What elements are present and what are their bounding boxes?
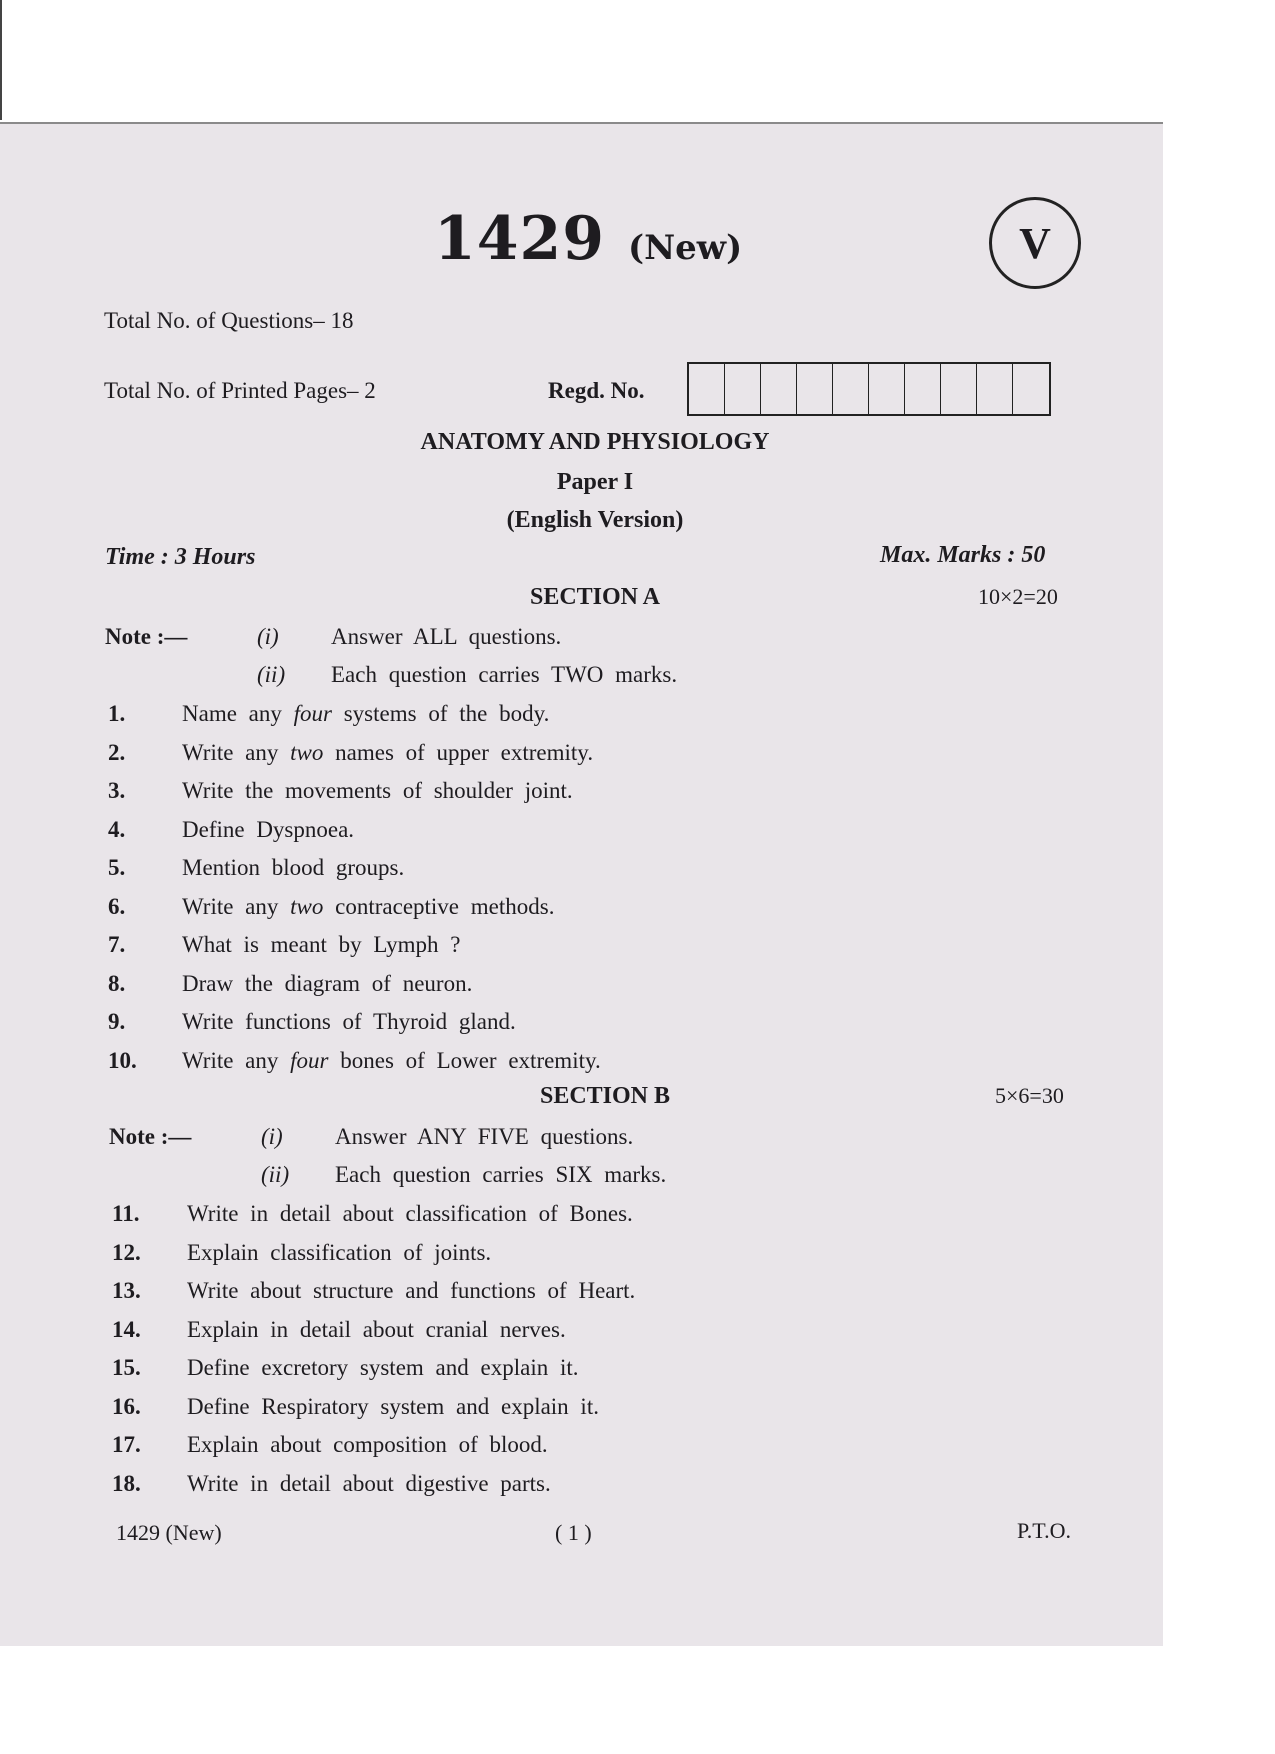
question-number: 14. <box>112 1317 141 1342</box>
regd-digit-box[interactable] <box>833 364 869 414</box>
language-version: (English Version) <box>506 507 684 533</box>
section-a-marks: 10×2=20 <box>978 584 1058 609</box>
section-a-note-num: (ii) <box>257 662 286 687</box>
exam-paper <box>0 122 1163 1646</box>
version-letter: V <box>1019 218 1051 268</box>
question-number: 4. <box>108 817 126 842</box>
question-text: Define Dyspnoea. <box>182 817 355 842</box>
footer-code: 1429 (New) <box>116 1520 222 1545</box>
question-number: 2. <box>108 740 126 765</box>
question-text: Define Respiratory system and explain it. <box>187 1394 599 1419</box>
question-text: Write in detail about digestive parts. <box>187 1471 551 1496</box>
question-number: 11. <box>112 1201 140 1226</box>
regd-digit-box[interactable] <box>869 364 905 414</box>
regd-digit-box[interactable] <box>761 364 797 414</box>
paper-title: Paper I <box>556 469 634 495</box>
regd-digit-box[interactable] <box>725 364 761 414</box>
section-b-note-text: Each question carries SIX marks. <box>335 1162 667 1187</box>
question-number: 16. <box>112 1394 141 1419</box>
section-b-note-label: Note :— <box>109 1124 192 1149</box>
regd-digit-box[interactable] <box>1013 364 1049 414</box>
regd-digit-box[interactable] <box>977 364 1013 414</box>
section-a-note-text: Each question carries TWO marks. <box>331 662 678 687</box>
section-a-note-text: Answer ALL questions. <box>331 624 562 649</box>
paper-code: 1429 <box>434 204 605 274</box>
question-number: 17. <box>112 1432 141 1457</box>
question-text: Explain about composition of blood. <box>187 1432 548 1457</box>
subject-title: ANATOMY AND PHYSIOLOGY <box>420 429 770 455</box>
question-text: Explain classification of joints. <box>187 1240 492 1265</box>
regd-digit-box[interactable] <box>689 364 725 414</box>
time-allowed: Time : 3 Hours <box>105 544 256 570</box>
question-text: Write any two names of upper extremity. <box>182 740 594 765</box>
page-number: ( 1 ) <box>555 1520 592 1545</box>
question-text: Write any four bones of Lower extremity. <box>182 1048 601 1073</box>
question-number: 9. <box>108 1009 126 1034</box>
question-number: 12. <box>112 1240 141 1265</box>
question-text: Write in detail about classification of Bones. <box>187 1201 633 1226</box>
section-a-note-num: (i) <box>257 624 279 649</box>
question-text: Write any two contraceptive methods. <box>182 894 555 919</box>
question-number: 8. <box>108 971 126 996</box>
section-b-note-num: (ii) <box>261 1162 290 1187</box>
question-number: 6. <box>108 894 126 919</box>
total-questions: Total No. of Questions– 18 <box>104 308 354 333</box>
section-a-note-label: Note :— <box>105 624 188 649</box>
question-number: 13. <box>112 1278 141 1303</box>
regd-digit-box[interactable] <box>905 364 941 414</box>
question-number: 15. <box>112 1355 141 1380</box>
question-text: Write the movements of shoulder joint. <box>182 778 573 803</box>
question-text: Write about structure and functions of Heart. <box>187 1278 636 1303</box>
version-badge <box>989 197 1081 289</box>
question-text: What is meant by Lymph ? <box>182 932 461 957</box>
question-text: Write functions of Thyroid gland. <box>182 1009 516 1034</box>
regd-digit-box[interactable] <box>941 364 977 414</box>
question-text: Name any four systems of the body. <box>182 701 550 726</box>
question-text: Draw the diagram of neuron. <box>182 971 473 996</box>
total-pages: Total No. of Printed Pages– 2 <box>104 378 376 403</box>
question-number: 1. <box>108 701 126 726</box>
question-number: 18. <box>112 1471 141 1496</box>
question-number: 5. <box>108 855 126 880</box>
section-b-note-text: Answer ANY FIVE questions. <box>335 1124 634 1149</box>
paper-code-suffix: (New) <box>628 228 743 268</box>
section-a-title: SECTION A <box>529 584 661 610</box>
section-b-marks: 5×6=30 <box>995 1083 1064 1108</box>
pto-label: P.T.O. <box>1017 1518 1071 1543</box>
regd-digit-box[interactable] <box>797 364 833 414</box>
question-number: 7. <box>108 932 126 957</box>
max-marks: Max. Marks : 50 <box>880 542 1046 568</box>
question-text: Mention blood groups. <box>182 855 405 880</box>
section-b-note-num: (i) <box>261 1124 283 1149</box>
question-number: 10. <box>108 1048 137 1073</box>
section-b-title: SECTION B <box>539 1083 671 1109</box>
question-text: Explain in detail about cranial nerves. <box>187 1317 566 1342</box>
question-number: 3. <box>108 778 126 803</box>
regd-no-label: Regd. No. <box>548 378 645 403</box>
question-text: Define excretory system and explain it. <box>187 1355 579 1380</box>
scan-edge-line <box>0 0 2 120</box>
regd-no-boxes[interactable] <box>687 362 1051 416</box>
